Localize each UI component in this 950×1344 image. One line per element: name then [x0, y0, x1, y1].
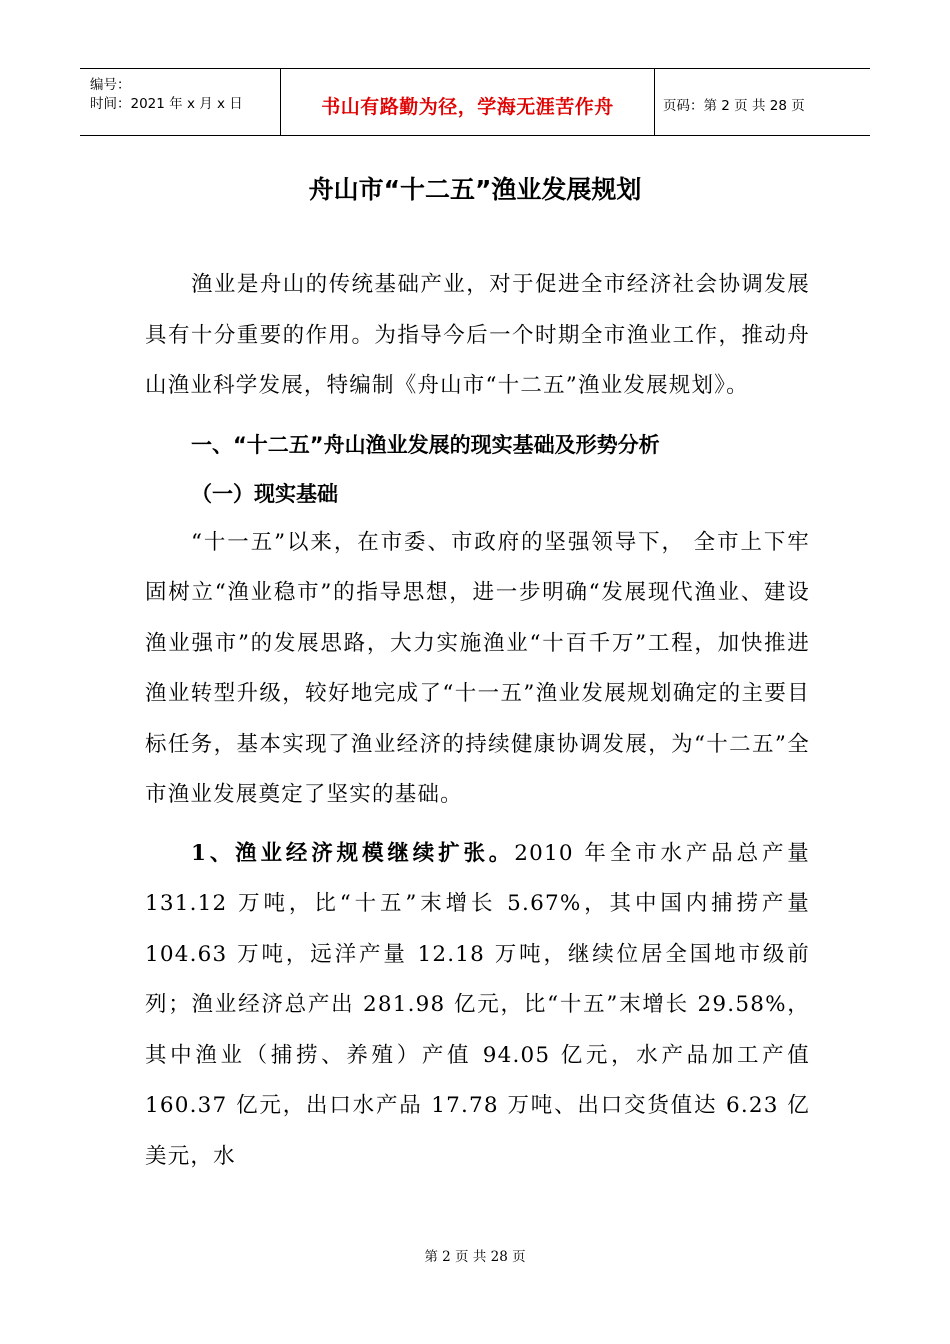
document-title: 舟山市“十二五”渔业发展规划: [308, 175, 642, 204]
header-page-cell: [655, 69, 870, 135]
motto-text: 书山有路勤为径，学海无涯苦作舟: [321, 96, 614, 118]
document-body: [145, 260, 810, 1182]
document-header: [80, 68, 870, 136]
intro-paragraph: 渔业是舟山的传统基础产业，对于促进全市经济社会协调发展具有十分重要的作用。为指导今后一个时期全市渔业工作，推动舟山渔业科学发展，特编制《舟山市“十二五”渔业发展规划》。: [145, 272, 810, 398]
page-footer: 第 2 页 共 28 页: [424, 1249, 526, 1265]
item-1-text: 2010 年全市水产品总产量 131.12 万吨，比“十五”末增长 5.67%，其中国内捕捞产量 104.63 万吨，远洋产量 12.18 万吨，继续位居全国地市级前列；渔业经济总产出 281.98 亿元，比“十五”末增长 29.58%，其中渔业（捕捞、养殖）产值 94.05 亿元，水产品加工产值 160.37 亿元，出口水产品 17.78 万吨、出口交货值达 6.23 亿美元，水: [145, 840, 811, 1169]
time-label: 时间：2021 年 x 月 x 日: [90, 96, 243, 112]
item-1-paragraph: [145, 829, 810, 1183]
page-label: 页码：第 2 页 共 28 页: [663, 98, 805, 114]
header-info-cell: [80, 69, 281, 135]
number-label: 编号：: [90, 77, 131, 93]
basis-paragraph: “十一五”以来，在市委、市政府的坚强领导下， 全市上下牢固树立“渔业稳市”的指导思想，进一步明确“发展现代渔业、建设渔业强市”的发展思路，大力实施渔业“十百千万”工程，加快推进渔业转型升级，较好地完成了“十一五”渔业发展规划确定的主要目标任务，基本实现了渔业经济的持续健康协调发展，为“十二五”全市渔业发展奠定了坚实的基础。: [145, 529, 810, 807]
header-motto-cell: [281, 69, 655, 135]
item-1-lead: 1、渔业经济规模继续扩张。: [191, 840, 515, 866]
subsection-heading: （一）现实基础: [191, 481, 338, 506]
section-heading: 一、“十二五”舟山渔业发展的现实基础及形势分析: [191, 432, 660, 457]
